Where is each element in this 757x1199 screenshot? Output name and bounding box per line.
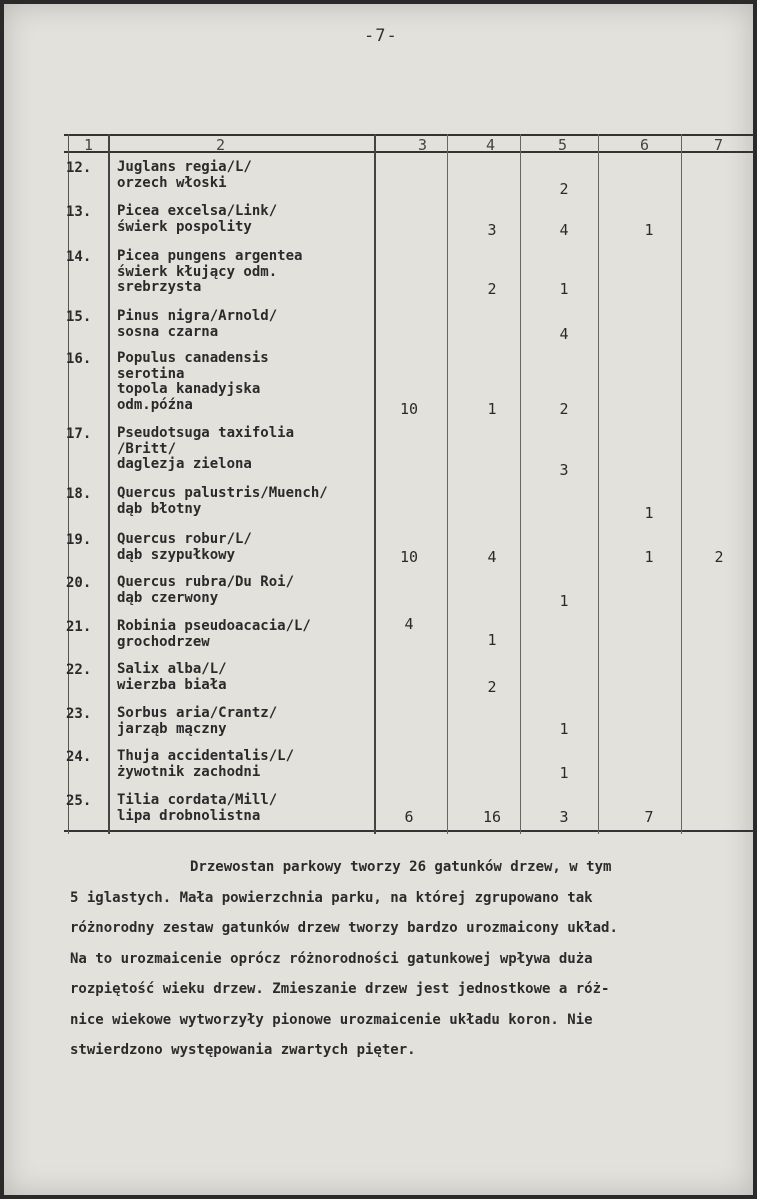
value-col-5: 4 [559, 325, 569, 343]
row-number: 19. [66, 532, 92, 548]
species-name: Robinia pseudoacacia/L/ grochodrzew [117, 618, 311, 650]
species-name: Quercus robur/L/ dąb szypułkowy [117, 531, 252, 563]
row-number: 24. [66, 749, 92, 765]
paragraph-line: nice wiekowe wytworzyły pionowe urozmaicenie układu koron. Nie [70, 1011, 593, 1028]
paragraph-line: Drzewostan parkowy tworzy 26 gatunków drzew, w tym [190, 859, 612, 875]
row-number: 17. [66, 426, 92, 442]
paragraph-line: rozpiętość wieku drzew. Zmieszanie drzew jest jednostkowe a róż- [70, 981, 610, 997]
paragraph-line: różnorodny zestaw gatunków drzew tworzy bardzo urozmaicony układ. [70, 920, 618, 936]
species-name: Pinus nigra/Arnold/ sosna czarna [117, 308, 278, 340]
header-col-5: 5 [558, 136, 568, 154]
row-number: 15. [66, 309, 92, 325]
species-name: Pseudotsuga taxifolia /Britt/ daglezja zielona [117, 425, 295, 472]
species-name: Sorbus aria/Crantz/ jarząb mączny [117, 705, 278, 737]
row-number: 18. [66, 486, 92, 502]
document-page [4, 4, 753, 1195]
paragraph-line: 5 iglastych. Mała powierzchnia parku, na której zgrupowano tak [70, 889, 593, 906]
value-col-3: 10 [399, 548, 419, 566]
value-col-4: 1 [487, 631, 497, 649]
species-name: Juglans regia/L/ orzech włoski [117, 159, 252, 191]
value-col-3: 4 [404, 615, 414, 633]
species-name: Picea pungens argentea świerk kłujący odm. srebrzysta [117, 248, 303, 295]
header-col-3: 3 [418, 136, 428, 154]
value-col-4: 1 [487, 400, 497, 418]
row-number: 13. [66, 204, 92, 220]
col-divider-2 [374, 134, 376, 834]
value-col-5: 3 [559, 808, 569, 826]
header-col-7: 7 [714, 136, 724, 154]
species-name: Thuja accidentalis/L/ żywotnik zachodni [117, 748, 295, 780]
value-col-4: 3 [487, 221, 497, 239]
row-number: 12. [66, 160, 92, 176]
table-header-rule [64, 151, 754, 153]
value-col-5: 1 [559, 764, 569, 782]
value-col-5: 1 [559, 280, 569, 298]
value-col-4: 4 [487, 548, 497, 566]
header-col-2: 2 [216, 136, 226, 154]
row-number: 16. [66, 351, 92, 367]
value-col-5: 1 [559, 720, 569, 738]
species-name: Quercus rubra/Du Roi/ dąb czerwony [117, 574, 295, 606]
value-col-6: 1 [644, 221, 654, 239]
species-name: Picea excelsa/Link/ świerk pospolity [117, 203, 278, 235]
species-name: Salix alba/L/ wierzba biała [117, 661, 227, 693]
value-col-4: 16 [482, 808, 502, 826]
value-col-4: 2 [487, 280, 497, 298]
header-col-6: 6 [640, 136, 650, 154]
value-col-6: 1 [644, 548, 654, 566]
col-divider-4 [520, 134, 521, 834]
row-number: 14. [66, 249, 92, 265]
body-paragraph [70, 852, 745, 1066]
value-col-5: 3 [559, 461, 569, 479]
paragraph-line: Na to urozmaicenie oprócz różnorodności gatunkowej wpływa duża [70, 950, 593, 967]
col-divider-6 [681, 134, 682, 834]
col-divider-5 [598, 134, 599, 834]
species-table [64, 134, 754, 834]
table-top-rule [64, 134, 754, 136]
table-bottom-rule [64, 830, 754, 832]
value-col-3: 10 [399, 400, 419, 418]
value-col-5: 1 [559, 592, 569, 610]
species-name: Populus canadensis serotina topola kanadyjska odm.późna [117, 350, 269, 413]
value-col-4: 2 [487, 678, 497, 696]
value-col-5: 4 [559, 221, 569, 239]
value-col-3: 6 [404, 808, 414, 826]
value-col-6: 7 [644, 808, 654, 826]
species-name: Tilia cordata/Mill/ lipa drobnolistna [117, 792, 278, 824]
row-number: 25. [66, 793, 92, 809]
value-col-5: 2 [559, 400, 569, 418]
col-divider-3 [447, 134, 448, 834]
value-col-7: 2 [714, 548, 724, 566]
paragraph-line: stwierdzono występowania zwartych pięter. [70, 1042, 416, 1058]
page-number: -7- [364, 26, 398, 46]
table-left-border [68, 134, 69, 834]
header-col-1: 1 [84, 136, 94, 154]
col-divider-1 [108, 134, 110, 834]
header-col-4: 4 [486, 136, 496, 154]
species-name: Quercus palustris/Muench/ dąb błotny [117, 485, 328, 517]
row-number: 20. [66, 575, 92, 591]
row-number: 21. [66, 619, 92, 635]
value-col-5: 2 [559, 180, 569, 198]
value-col-6: 1 [644, 504, 654, 522]
row-number: 22. [66, 662, 92, 678]
row-number: 23. [66, 706, 92, 722]
